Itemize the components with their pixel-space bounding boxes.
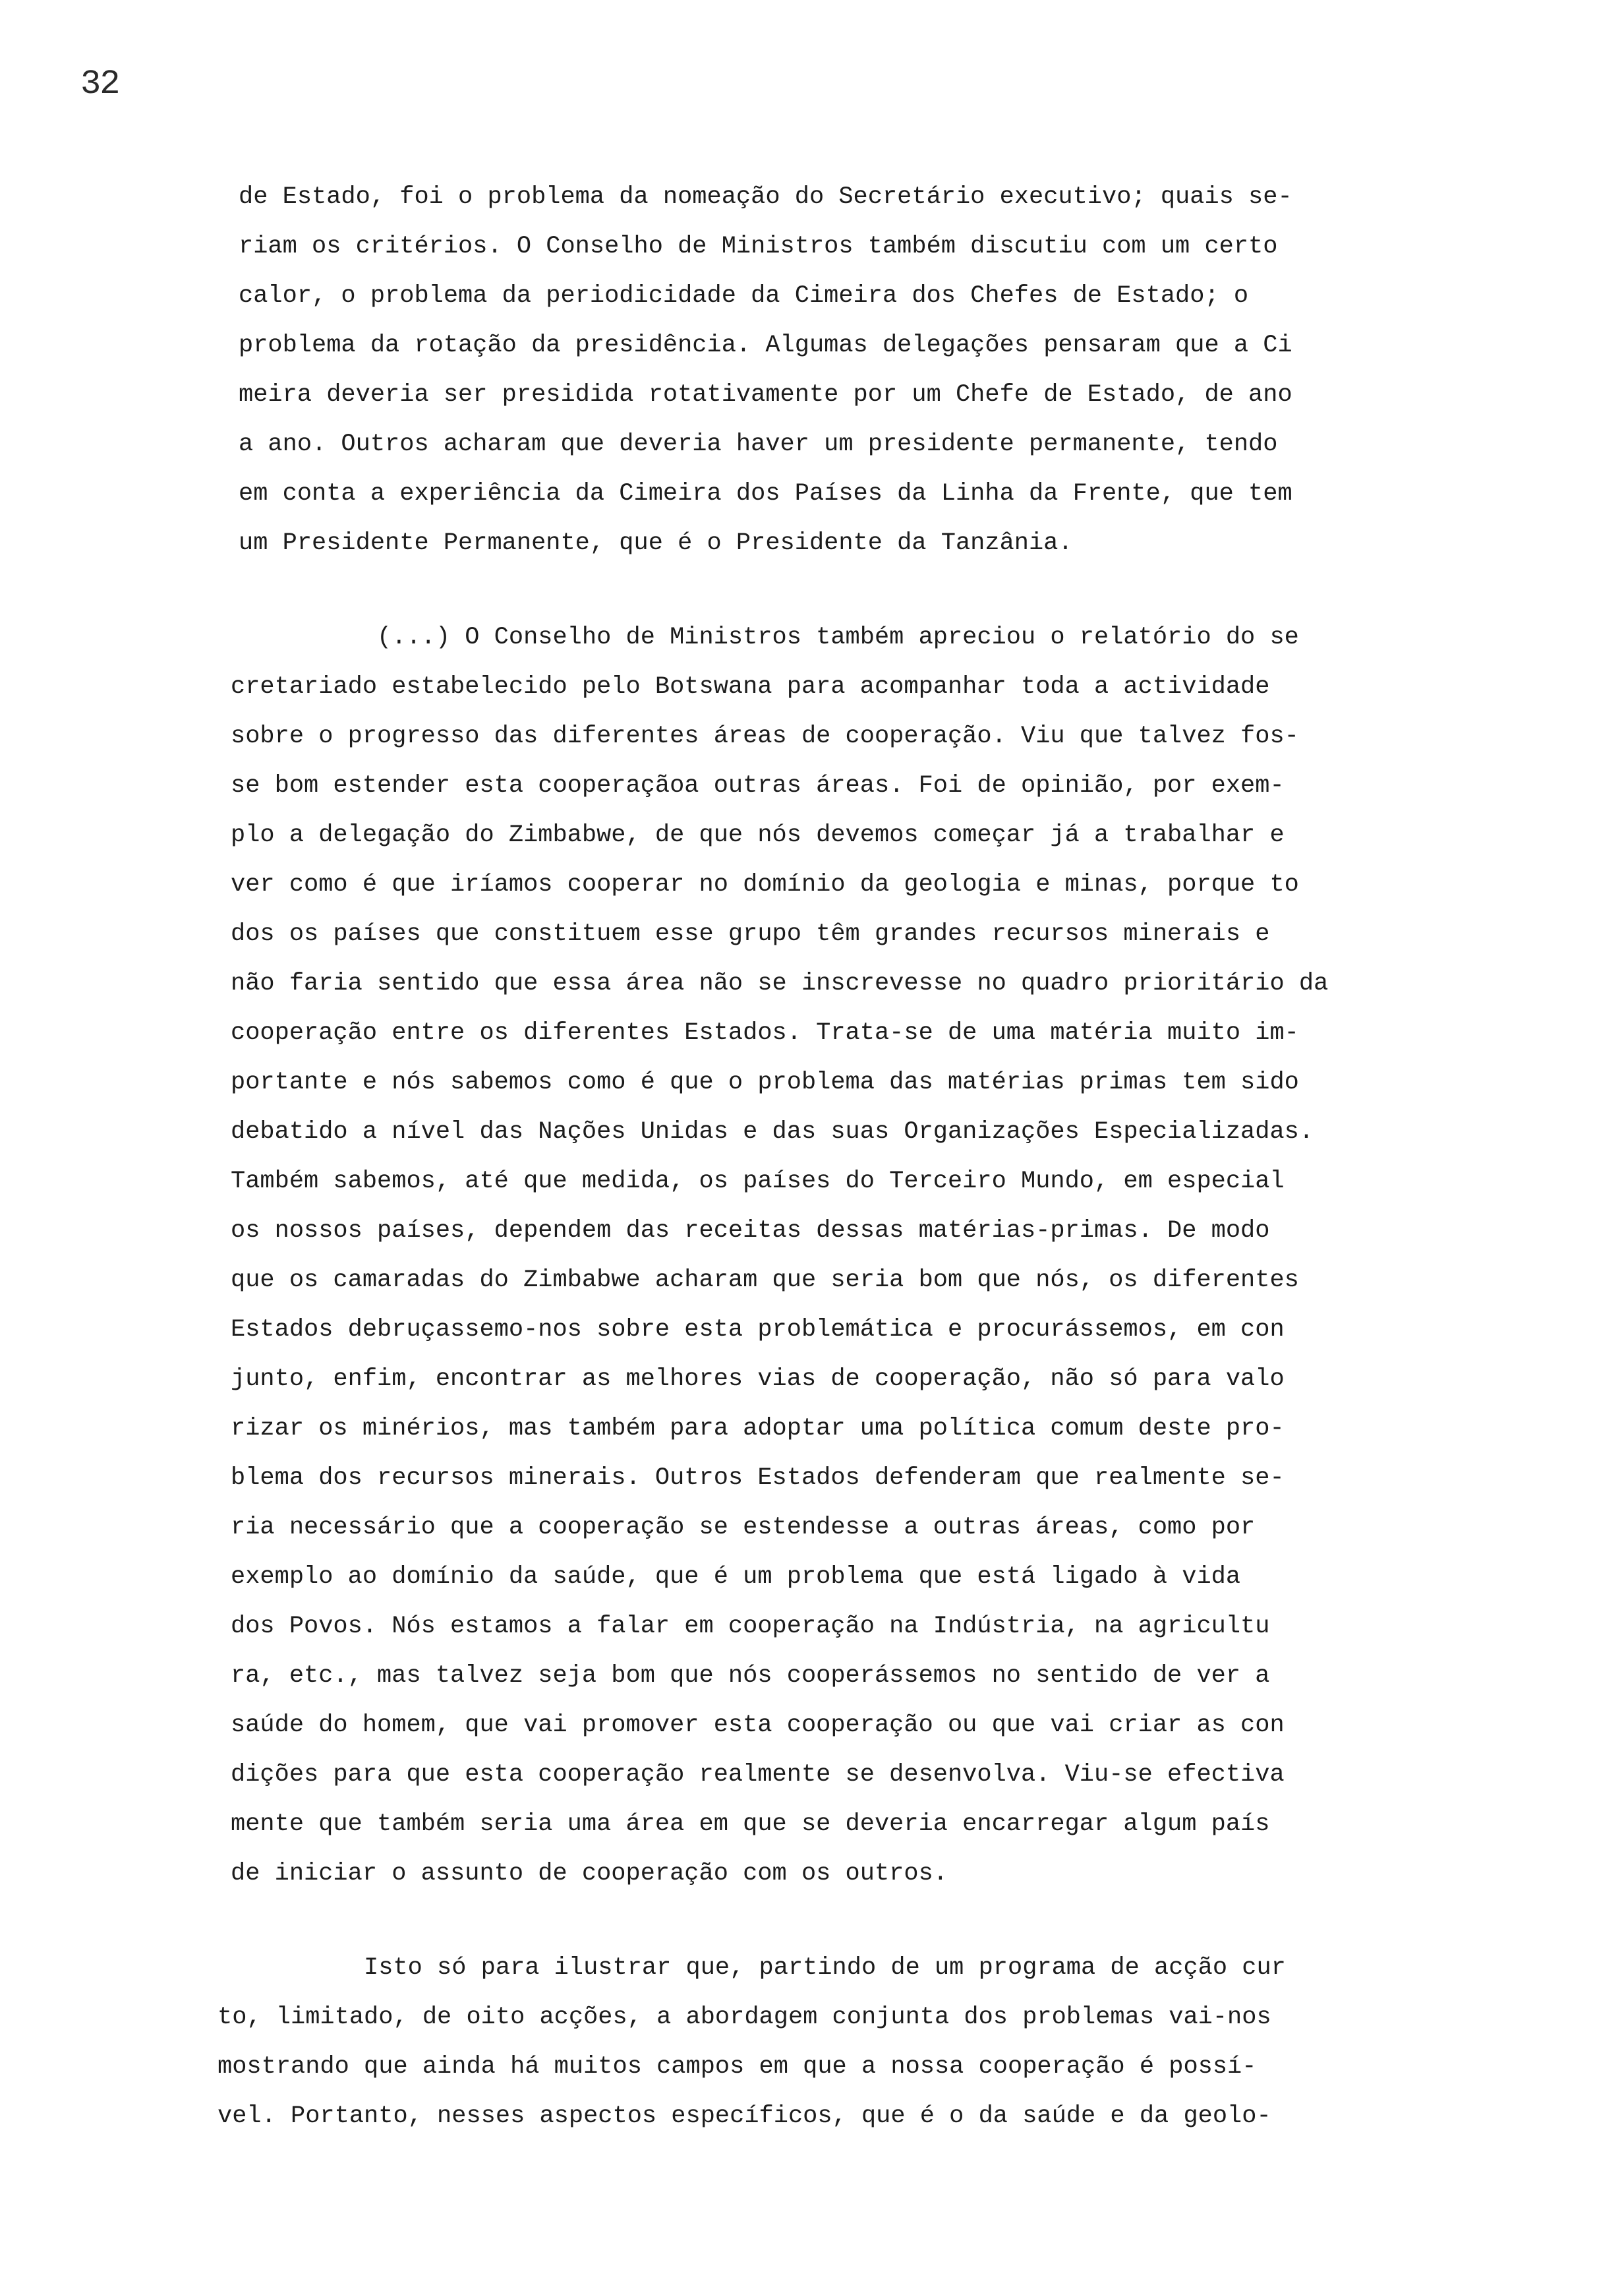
text-line: se bom estender esta cooperaçãoa outras áreas. Foi de opinião, por exem- <box>231 772 1285 800</box>
text-line: rizar os minérios, mas também para adoptar uma política comum deste pro- <box>231 1415 1285 1442</box>
text-line: os nossos países, dependem das receitas dessas matérias-primas. De modo <box>231 1217 1270 1245</box>
text-line: riam os critérios. O Conselho de Ministros também discutiu com um certo <box>239 233 1278 260</box>
text-line: ria necessário que a cooperação se estendesse a outras áreas, como por <box>231 1514 1256 1541</box>
text-line: debatido a nível das Nações Unidas e das suas Organizações Especializadas. <box>231 1118 1314 1146</box>
text-line: ver como é que iríamos cooperar no domínio da geologia e minas, porque to <box>231 871 1299 899</box>
text-line: de Estado, foi o problema da nomeação do Secretário executivo; quais se- <box>239 183 1292 211</box>
paragraph-3 <box>218 1944 1457 2141</box>
text-line: Isto só para ilustrar que, partindo de um programa de acção cur <box>218 1954 1286 1982</box>
text-line: dos Povos. Nós estamos a falar em cooperação na Indústria, na agricultu <box>231 1613 1270 1640</box>
paragraph-1 <box>239 173 1478 568</box>
text-line: Estados debruçassemo-nos sobre esta problemática e procurássemos, em con <box>231 1316 1285 1344</box>
text-line: a ano. Outros acharam que deveria haver um presidente permanente, tendo <box>239 431 1278 458</box>
text-line: Também sabemos, até que medida, os países do Terceiro Mundo, em especial <box>231 1168 1285 1195</box>
text-line: calor, o problema da periodicidade da Cimeira dos Chefes de Estado; o <box>239 282 1249 310</box>
text-line: ra, etc., mas talvez seja bom que nós cooperássemos no sentido de ver a <box>231 1662 1270 1690</box>
text-line: plo a delegação do Zimbabwe, de que nós devemos começar já a trabalhar e <box>231 821 1285 849</box>
text-line: que os camaradas do Zimbabwe acharam que seria bom que nós, os diferentes <box>231 1266 1299 1294</box>
paragraph-2 <box>231 613 1470 1899</box>
text-line: to, limitado, de oito acções, a abordagem conjunta dos problemas vai-nos <box>218 2004 1271 2031</box>
text-line: meira deveria ser presidida rotativamente por um Chefe de Estado, de ano <box>239 381 1292 409</box>
text-line: um Presidente Permanente, que é o Presidente da Tanzânia. <box>239 529 1073 557</box>
text-line: cretariado estabelecido pelo Botswana para acompanhar toda a actividade <box>231 673 1270 701</box>
text-line: exemplo ao domínio da saúde, que é um problema que está ligado à vida <box>231 1563 1241 1591</box>
text-line: portante e nós sabemos como é que o problema das matérias primas tem sido <box>231 1069 1299 1096</box>
text-line: mente que também seria uma área em que se deveria encarregar algum país <box>231 1810 1270 1838</box>
text-line: sobre o progresso das diferentes áreas de cooperação. Viu que talvez fos- <box>231 723 1299 750</box>
page-number: 32 <box>80 65 119 104</box>
text-line: mostrando que ainda há muitos campos em que a nossa cooperação é possí- <box>218 2053 1257 2081</box>
text-line: junto, enfim, encontrar as melhores vias de cooperação, não só para valo <box>231 1365 1285 1393</box>
text-line: cooperação entre os diferentes Estados. Trata-se de uma matéria muito im- <box>231 1019 1299 1047</box>
text-line: de iniciar o assunto de cooperação com os outros. <box>231 1860 948 1888</box>
text-line: em conta a experiência da Cimeira dos Países da Linha da Frente, que tem <box>239 480 1292 508</box>
text-line: dições para que esta cooperação realmente se desenvolva. Viu-se efectiva <box>231 1761 1285 1789</box>
text-line: (...) O Conselho de Ministros também apreciou o relatório do se <box>231 624 1299 651</box>
text-line: problema da rotação da presidência. Algumas delegações pensaram que a Ci <box>239 332 1292 359</box>
text-line: não faria sentido que essa área não se inscrevesse no quadro prioritário da <box>231 970 1329 997</box>
text-line: vel. Portanto, nesses aspectos específicos, que é o da saúde e da geolo- <box>218 2102 1271 2130</box>
text-line: blema dos recursos minerais. Outros Estados defenderam que realmente se- <box>231 1464 1285 1492</box>
text-line: saúde do homem, que vai promover esta cooperação ou que vai criar as con <box>231 1711 1285 1739</box>
text-line: dos os países que constituem esse grupo têm grandes recursos minerais e <box>231 920 1270 948</box>
